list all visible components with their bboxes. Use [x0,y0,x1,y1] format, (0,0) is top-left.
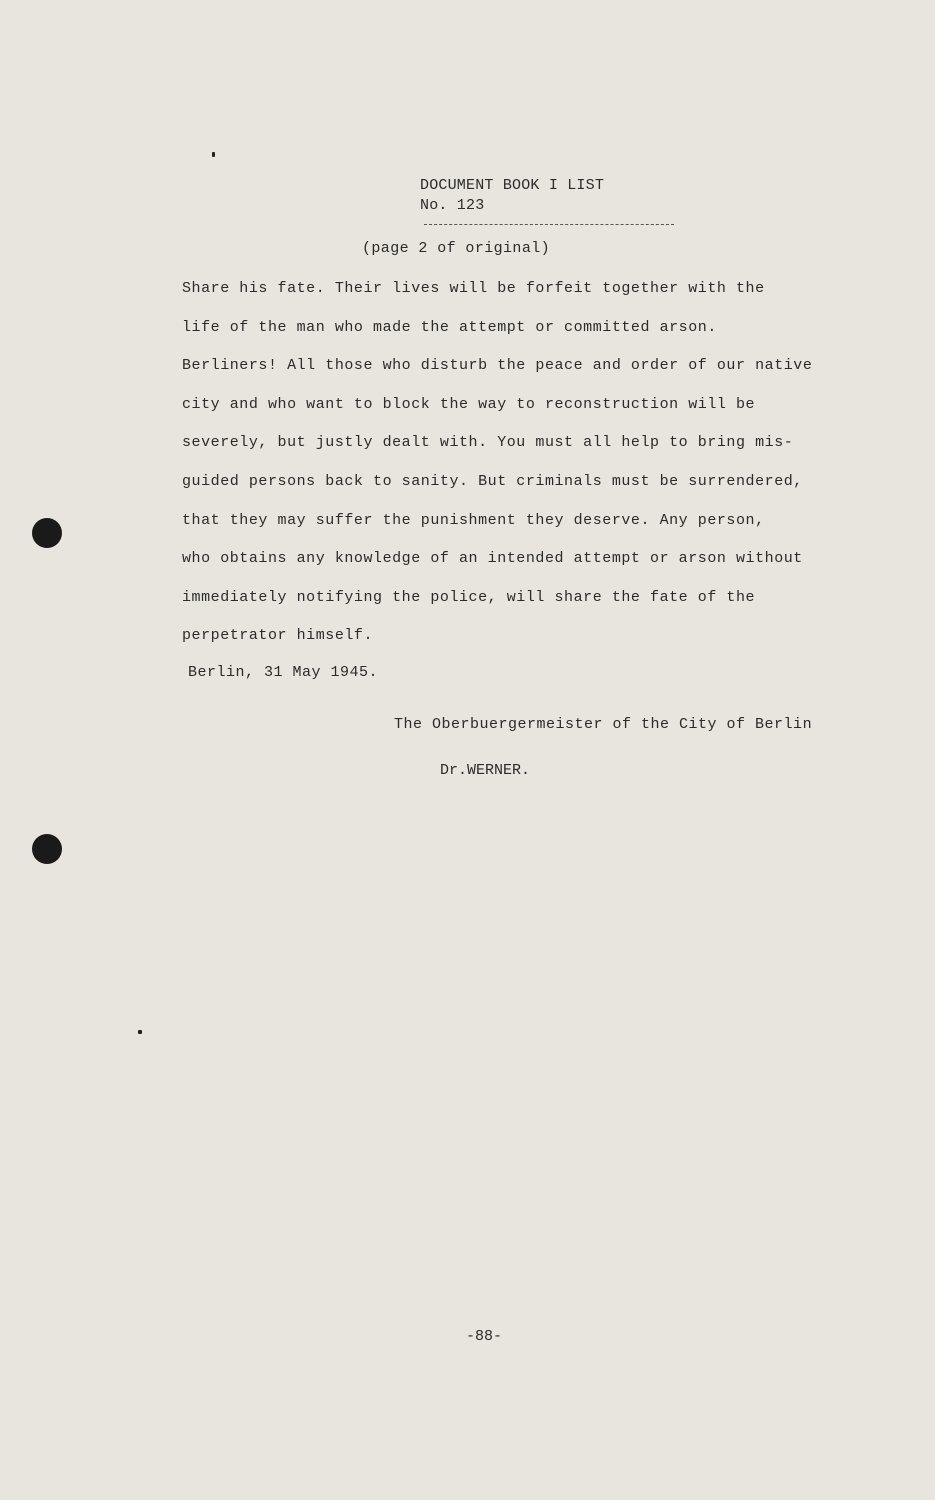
header-divider [424,224,674,225]
body-line: that they may suffer the punishment they deserve. Any person, [182,511,765,529]
header-title: DOCUMENT BOOK I LIST [420,177,605,194]
ink-speck [138,1030,142,1034]
body-line: immediately notifying the police, will share the fate of the [182,588,756,606]
signer-name: Dr.WERNER. [440,762,531,779]
punch-hole-bottom [32,834,62,864]
body-line: who obtains any knowledge of an intended attempt or arson without [182,550,803,568]
dateline: Berlin, 31 May 1945. [188,664,379,681]
body-line: life of the man who made the attempt or committed arson. [182,318,717,336]
document-header [420,176,604,216]
body-line: Berliners! All those who disturb the peace and order of our native [182,357,813,375]
body-line: severely, but justly dealt with. You must all help to bring mis- [182,434,794,452]
ink-speck [212,152,215,157]
body-line: guided persons back to sanity. But criminals must be surrendered, [182,472,803,490]
body-line: perpetrator himself. [182,627,374,645]
header-number: No. 123 [420,197,485,214]
signer-title: The Oberbuergermeister of the City of Berlin [394,716,813,733]
punch-hole-top [32,518,62,548]
body-text [182,270,832,656]
page-number: -88- [466,1328,503,1345]
body-line: Share his fate. Their lives will be forfeit together with the [182,280,765,297]
body-line: city and who want to block the way to reconstruction will be [182,395,756,413]
page-note: (page 2 of original) [362,240,551,257]
